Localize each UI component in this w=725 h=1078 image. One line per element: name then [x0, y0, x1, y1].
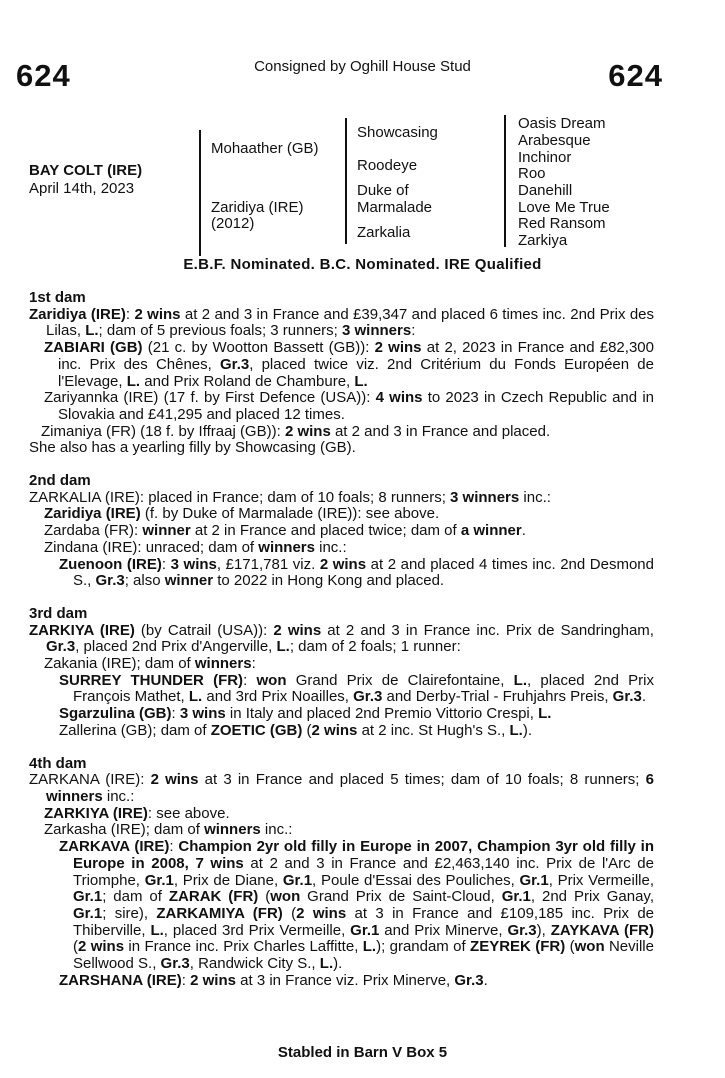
pedigree-dam-dam: Zarkalia [357, 224, 411, 241]
dam-entry: Zaridiya (IRE): 2 wins at 2 and 3 in France and £39,347 and placed 6 times inc. 2nd Prix des Lilas, L.; dam of 5 previous foals; 3 runners; 3 winners: [29, 305, 655, 340]
horse-title: BAY COLT (IRE) [29, 162, 143, 179]
section-heading: 3rd dam [29, 604, 88, 622]
lot-number-left: 624 [16, 58, 71, 93]
horse-foaled: April 14th, 2023 [29, 180, 135, 197]
produce-entry: Zallerina (GB); dam of ZOETIC (GB) (2 wins at 2 inc. St Hugh's S., L.). [59, 721, 533, 739]
produce-entry: Zindana (IRE): unraced; dam of winners inc.: [44, 538, 347, 556]
produce-entry: Zimaniya (FR) (18 f. by Iffraaj (GB)): 2 wins at 2 and 3 in France and placed. [41, 422, 551, 440]
pedigree-sire: Mohaather (GB) [211, 140, 319, 157]
produce-entry: Zardaba (FR): winner at 2 in France and placed twice; dam of a winner. [44, 522, 526, 540]
nominations: E.B.F. Nominated. B.C. Nominated. IRE Qualified [183, 256, 542, 273]
lot-number-right: 624 [608, 58, 663, 93]
produce-entry: Zakania (IRE); dam of winners: [44, 655, 256, 673]
dam-entry: ZARKIYA (IRE) (by Catrail (USA)): 2 wins at 2 and 3 in France inc. Prix de Sandringham, Gr.3, placed 2nd Prix d'Angerville, L.; dam of 2 foals; 1 runner: [29, 621, 654, 656]
produce-entry: Zariyannka (IRE) (17 f. by First Defence (USA)): 4 wins to 2023 in Czech Republic and in Slovakia and £41,295 and placed 12 times. [44, 389, 654, 423]
pedigree-g4: Roo [518, 165, 546, 182]
produce-entry: SURREY THUNDER (FR): won Grand Prix de Clairefontaine, L., placed 2nd Prix François Mathet, L. and 3rd Prix Noailles, Gr.3 and Derby-Trial - Fruhjahrs Preis, Gr.3. [59, 671, 654, 706]
pedigree-dam: Zaridiya (IRE) [211, 199, 304, 216]
pedigree-dam-year: (2012) [211, 215, 255, 232]
pedigree-g7: Red Ransom [518, 215, 606, 232]
pedigree-g6: Love Me True [518, 199, 610, 216]
consignor: Consigned by Oghill House Stud [254, 58, 471, 75]
pedigree-bracket-1 [199, 130, 201, 256]
produce-entry: ZABIARI (GB) (21 c. by Wootton Bassett (GB)): 2 wins at 2, 2023 in France and £82,300 inc. Prix des Chênes, Gr.3, placed twice viz. 2nd Critérium du Fonds Européen de l'Elevage, L. and Prix Roland de Chambure, L. [44, 339, 654, 390]
produce-entry: ZARKAVA (IRE): Champion 2yr old filly in Europe in 2007, Champion 3yr old filly in Europe in 2008, 7 wins at 2 and 3 in France and £2,463,140 inc. Prix de l'Arc de Triomphe, Gr.1, Prix de Diane, Gr.1, Poule d'Essai des Pouliches, Gr.1, Prix Vermeille, Gr.1; dam of ZARAK (FR) (won Grand Prix de Saint-Cloud, Gr.1, 2nd Prix Ganay, Gr.1; sire), ZARKAMIYA (FR) (2 wins at 3 in France and £109,185 inc. Prix de Thiberville, L., placed 3rd Prix Vermeille, Gr.1 and Prix Minerve, Gr.3), ZAYKAVA (FR) (2 wins in France inc. Prix Charles Laffitte, L.); grandam of ZEYREK (FR) (won Neville Sellwood S., Gr.3, Randwick City S., L.). [59, 838, 655, 973]
pedigree-sire-sire: Showcasing [357, 124, 438, 141]
produce-entry: Sgarzulina (GB): 3 wins in Italy and placed 2nd Premio Vittorio Crespi, L. [59, 705, 552, 723]
section-heading: 4th dam [29, 754, 87, 772]
yearling-note: She also has a yearling filly by Showcasing (GB). [29, 439, 356, 457]
pedigree-dam-sire-line1: Duke of [357, 182, 409, 199]
pedigree-bracket-3 [504, 115, 506, 247]
pedigree-g5: Danehill [518, 182, 573, 199]
pedigree-sire-dam: Roodeye [357, 157, 418, 174]
pedigree-dam-sire-line2: Marmalade [357, 199, 433, 216]
produce-entry: ZARSHANA (IRE): 2 wins at 3 in France viz. Prix Minerve, Gr.3. [59, 971, 488, 989]
pedigree-g8: Zarkiya [518, 232, 568, 249]
dam-entry: ZARKALIA (IRE): placed in France; dam of 10 foals; 8 runners; 3 winners inc.: [29, 488, 551, 506]
pedigree-bracket-2 [345, 118, 347, 244]
pedigree-g1: Oasis Dream [518, 115, 606, 132]
pedigree-g2: Arabesque [518, 132, 591, 149]
catalogue-body [29, 290, 654, 989]
pedigree-g3: Inchinor [518, 149, 572, 166]
produce-entry: Zuenoon (IRE): 3 wins, £171,781 viz. 2 wins at 2 and placed 4 times inc. 2nd Desmond S., Gr.3; also winner to 2022 in Hong Kong and placed. [59, 555, 654, 590]
produce-entry: Zarkasha (IRE); dam of winners inc.: [44, 821, 293, 839]
section-heading: 2nd dam [29, 472, 91, 490]
stabling-footer: Stabled in Barn V Box 5 [277, 1044, 448, 1061]
section-heading: 1st dam [29, 289, 86, 306]
produce-entry: ZARKIYA (IRE): see above. [44, 804, 230, 822]
produce-entry: Zaridiya (IRE) (f. by Duke of Marmalade (IRE)): see above. [44, 505, 440, 523]
dam-entry: ZARKANA (IRE): 2 wins at 3 in France and placed 5 times; dam of 10 foals; 8 runners; 6 winners inc.: [29, 771, 654, 805]
